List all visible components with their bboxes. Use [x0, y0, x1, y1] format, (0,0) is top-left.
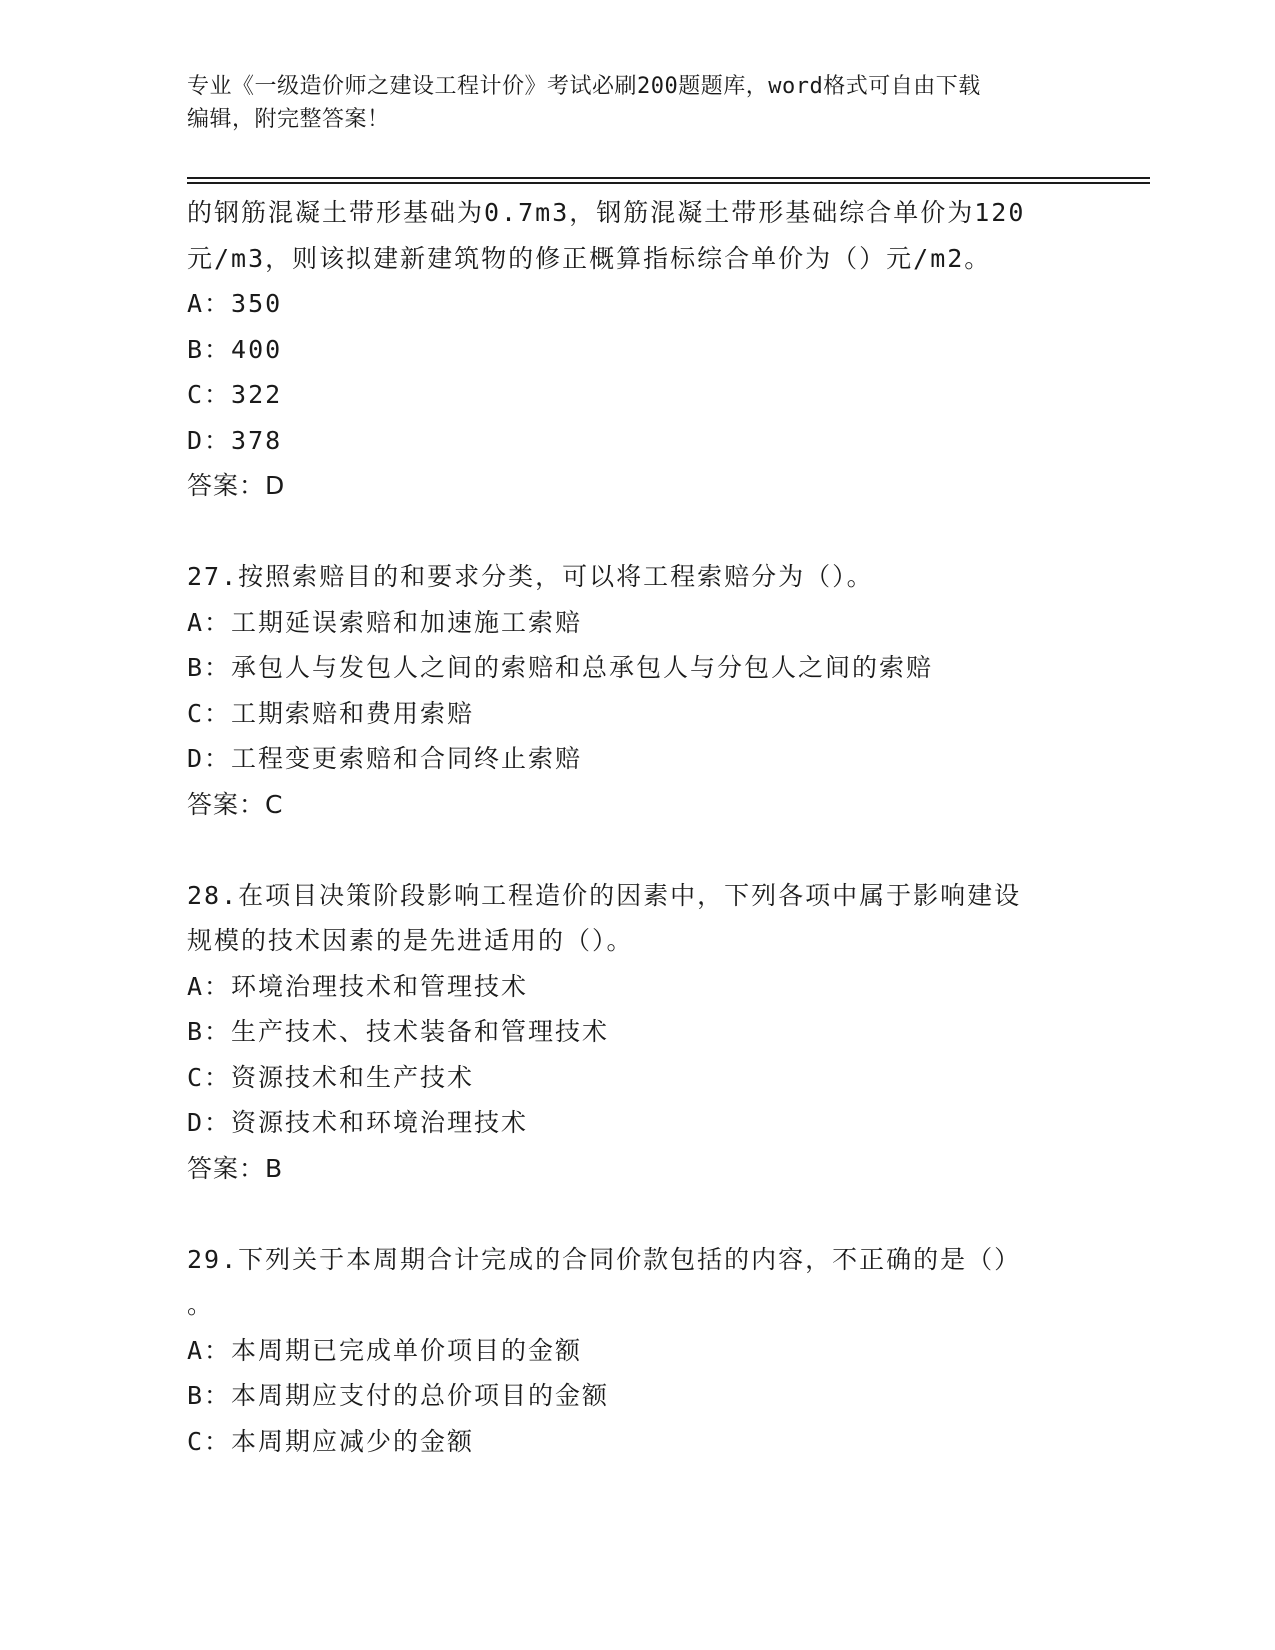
spacer: [187, 1191, 1087, 1237]
option-d: D：工程变更索赔和合同终止索赔: [187, 744, 583, 773]
spacer: [187, 827, 1087, 873]
question-26-continued: [187, 190, 1087, 509]
question-text: 的钢筋混凝土带形基础为0.7m3，钢筋混凝土带形基础综合单价为120: [187, 198, 1026, 227]
option-a: A：350: [187, 289, 283, 318]
question-stem: 规模的技术因素的是先进适用的（）。: [187, 926, 634, 955]
option-c: C：资源技术和生产技术: [187, 1062, 475, 1092]
question-list: [187, 190, 1087, 1464]
option-d: D：资源技术和环境治理技术: [187, 1108, 529, 1137]
question-stem: 27.按照索赔目的和要求分类，可以将工程索赔分为（）。: [187, 562, 874, 591]
question-stem: 28.在项目决策阶段影响工程造价的因素中，下列各项中属于影响建设: [187, 880, 1022, 910]
option-a: A：工期延误索赔和加速施工索赔: [187, 607, 583, 637]
option-a: A：环境治理技术和管理技术: [187, 971, 529, 1001]
answer-label: 答案：B: [187, 1153, 284, 1183]
option-b: B：承包人与发包人之间的索赔和总承包人与分包人之间的索赔: [187, 653, 934, 682]
header-title-line-1: 专业《一级造价师之建设工程计价》考试必刷200题题库，word格式可自由下载: [187, 74, 981, 99]
question-text: 元/m3，则该拟建新建筑物的修正概算指标综合单价为（）元/m2。: [187, 243, 992, 273]
question-28: [187, 873, 1087, 1192]
option-a: A：本周期已完成单价项目的金额: [187, 1335, 583, 1365]
option-c: C：本周期应减少的金额: [187, 1426, 475, 1456]
answer-label: 答案：D: [187, 471, 286, 500]
question-stem: 。: [187, 1290, 215, 1319]
question-27: [187, 554, 1087, 827]
header-divider-bottom: [187, 182, 1150, 184]
header-title-line-2: 编辑，附完整答案！: [187, 107, 390, 132]
question-stem: 29.下列关于本周期合计完成的合同价款包括的内容，不正确的是（）: [187, 1244, 1022, 1274]
spacer: [187, 509, 1087, 555]
header-divider-top: [187, 177, 1150, 179]
document-header: [187, 70, 1067, 136]
option-b: B：本周期应支付的总价项目的金额: [187, 1381, 610, 1410]
option-b: B：生产技术、技术装备和管理技术: [187, 1017, 610, 1046]
question-29: [187, 1237, 1087, 1465]
option-b: B：400: [187, 334, 283, 364]
answer-label: 答案：C: [187, 789, 284, 819]
option-d: D：378: [187, 425, 283, 455]
option-c: C：工期索赔和费用索赔: [187, 698, 475, 728]
option-c: C：322: [187, 380, 283, 409]
